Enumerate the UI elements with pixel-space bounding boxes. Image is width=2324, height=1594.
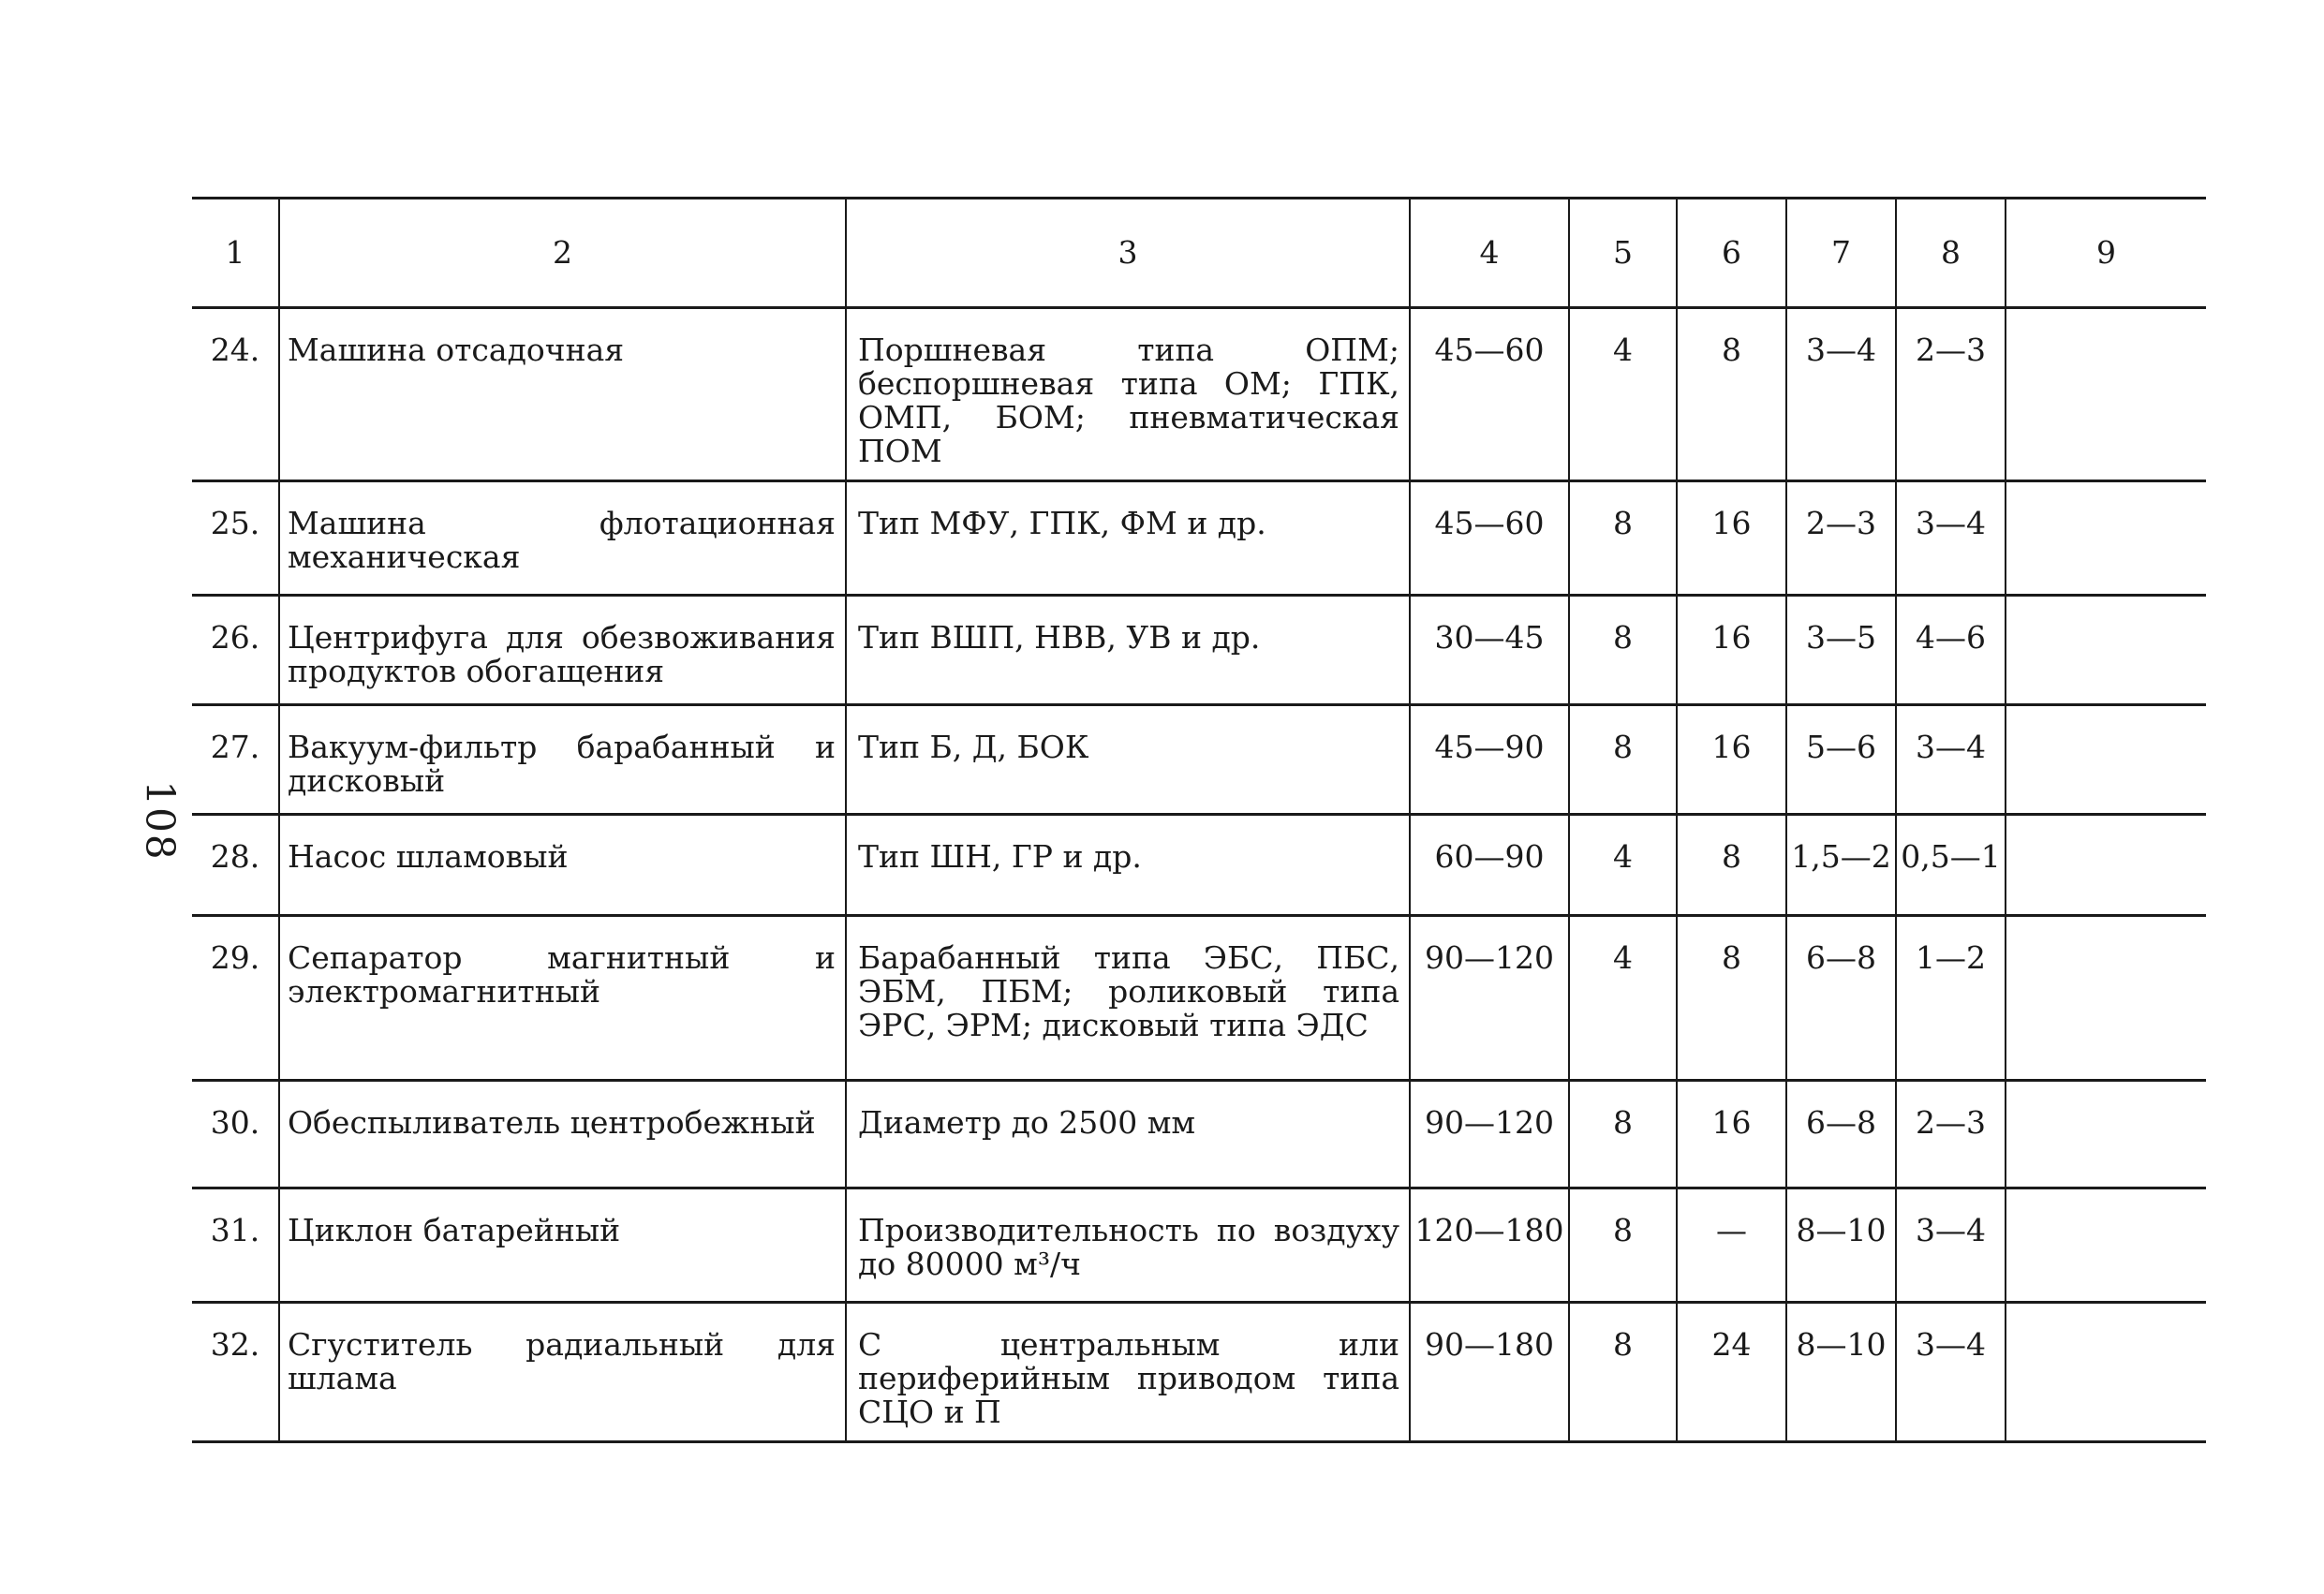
cell-col-4: 45—60 <box>1410 481 1569 596</box>
equipment-name: Насос шламовый <box>279 815 846 916</box>
cell-col-8: 2—3 <box>1896 308 2006 481</box>
cell-col-9 <box>2006 1188 2206 1303</box>
cell-col-5: 8 <box>1569 596 1677 705</box>
header-cell: 7 <box>1786 199 1896 308</box>
cell-col-8: 4—6 <box>1896 596 2006 705</box>
cell-col-5: 8 <box>1569 481 1677 596</box>
cell-col-8: 1—2 <box>1896 916 2006 1081</box>
cell-col-6: 16 <box>1677 481 1786 596</box>
row-number: 32. <box>210 1326 260 1363</box>
row-number: 27. <box>210 729 260 765</box>
cell-col-7: 3—5 <box>1786 596 1896 705</box>
cell-col-4: 90—180 <box>1410 1303 1569 1442</box>
cell-col-4: 90—120 <box>1410 916 1569 1081</box>
cell-col-6: 16 <box>1677 705 1786 815</box>
equipment-name: Вакуум-фильтр барабанный и дисковый <box>279 705 846 815</box>
cell-col-8: 2—3 <box>1896 1081 2006 1188</box>
equipment-type: С центральным или периферийным приводом типа СЦО и П <box>846 1303 1410 1442</box>
equipment-type: Производительность по воздуху до 80000 м³/ч <box>846 1188 1410 1303</box>
equipment-type: Тип ШН, ГР и др. <box>846 815 1410 916</box>
header-cell: 9 <box>2006 199 2206 308</box>
table-row <box>192 481 2206 596</box>
table-row <box>192 1081 2206 1188</box>
row-number: 24. <box>210 332 260 368</box>
cell-col-6: 8 <box>1677 308 1786 481</box>
cell-col-9 <box>2006 1081 2206 1188</box>
cell-col-9 <box>2006 596 2206 705</box>
cell-col-5: 8 <box>1569 1188 1677 1303</box>
cell-col-8: 3—4 <box>1896 1303 2006 1442</box>
cell-col-4: 60—90 <box>1410 815 1569 916</box>
cell-col-5: 4 <box>1569 308 1677 481</box>
equipment-name: Обеспыливатель центробежный <box>279 1081 846 1188</box>
cell-col-4: 120—180 <box>1410 1188 1569 1303</box>
header-cell: 3 <box>846 199 1410 308</box>
cell-col-5: 8 <box>1569 705 1677 815</box>
table-row <box>192 1188 2206 1303</box>
cell-col-7: 1,5—2 <box>1786 815 1896 916</box>
cell-col-7: 5—6 <box>1786 705 1896 815</box>
cell-col-9 <box>2006 308 2206 481</box>
equipment-name: Циклон батарейный <box>279 1188 846 1303</box>
cell-col-7: 6—8 <box>1786 1081 1896 1188</box>
cell-col-8: 3—4 <box>1896 705 2006 815</box>
table-row <box>192 308 2206 481</box>
cell-col-7: 2—3 <box>1786 481 1896 596</box>
cell-col-6: 8 <box>1677 916 1786 1081</box>
equipment-type: Диаметр до 2500 мм <box>846 1081 1410 1188</box>
equipment-type: Барабанный типа ЭБС, ПБС, ЭБМ, ПБМ; роликовый типа ЭРС, ЭРМ; дисковый типа ЭДС <box>846 916 1410 1081</box>
equipment-table <box>192 197 2206 1443</box>
row-number: 26. <box>210 619 260 656</box>
cell-col-4: 45—60 <box>1410 308 1569 481</box>
cell-col-5: 8 <box>1569 1303 1677 1442</box>
table-header-row <box>192 199 2206 308</box>
cell-col-7: 8—10 <box>1786 1188 1896 1303</box>
cell-col-6: 8 <box>1677 815 1786 916</box>
equipment-name: Машина отсадочная <box>279 308 846 481</box>
cell-col-7: 8—10 <box>1786 1303 1896 1442</box>
cell-col-5: 8 <box>1569 1081 1677 1188</box>
equipment-name: Машина флотационная механическая <box>279 481 846 596</box>
cell-col-6: 24 <box>1677 1303 1786 1442</box>
cell-col-8: 3—4 <box>1896 481 2006 596</box>
equipment-type: Тип ВШП, НВВ, УВ и др. <box>846 596 1410 705</box>
header-cell: 5 <box>1569 199 1677 308</box>
equipment-name: Сепаратор магнитный и электромагнитный <box>279 916 846 1081</box>
cell-col-7: 6—8 <box>1786 916 1896 1081</box>
cell-col-9 <box>2006 815 2206 916</box>
row-number: 25. <box>210 505 260 541</box>
cell-col-9 <box>2006 1303 2206 1442</box>
cell-col-6: 16 <box>1677 1081 1786 1188</box>
page-number: 108 <box>137 780 184 862</box>
row-number: 29. <box>210 939 260 976</box>
cell-col-5: 4 <box>1569 815 1677 916</box>
cell-col-4: 30—45 <box>1410 596 1569 705</box>
header-cell: 6 <box>1677 199 1786 308</box>
cell-col-8: 0,5—1 <box>1896 815 2006 916</box>
cell-col-9 <box>2006 916 2206 1081</box>
table-row <box>192 705 2206 815</box>
equipment-name: Центрифуга для обезвоживания продуктов обогащения <box>279 596 846 705</box>
equipment-name: Сгуститель радиальный для шлама <box>279 1303 846 1442</box>
cell-col-5: 4 <box>1569 916 1677 1081</box>
header-cell: 2 <box>279 199 846 308</box>
equipment-type: Тип МФУ, ГПК, ФМ и др. <box>846 481 1410 596</box>
row-number: 30. <box>210 1104 260 1141</box>
header-cell: 8 <box>1896 199 2006 308</box>
cell-col-6: — <box>1677 1188 1786 1303</box>
cell-col-6: 16 <box>1677 596 1786 705</box>
cell-col-4: 90—120 <box>1410 1081 1569 1188</box>
header-cell: 4 <box>1410 199 1569 308</box>
row-number: 31. <box>210 1212 260 1248</box>
equipment-type: Поршневая типа ОПМ; беспоршневая типа ОМ; ГПК, ОМП, БОМ; пневматическая ПОМ <box>846 308 1410 481</box>
cell-col-4: 45—90 <box>1410 705 1569 815</box>
cell-col-9 <box>2006 705 2206 815</box>
header-cell: 1 <box>225 234 245 271</box>
cell-col-8: 3—4 <box>1896 1188 2006 1303</box>
table-row <box>192 916 2206 1081</box>
table-row <box>192 596 2206 705</box>
cell-col-9 <box>2006 481 2206 596</box>
table-row <box>192 815 2206 916</box>
row-number: 28. <box>210 838 260 875</box>
cell-col-7: 3—4 <box>1786 308 1896 481</box>
equipment-type: Тип Б, Д, БОК <box>846 705 1410 815</box>
table-row <box>192 1303 2206 1442</box>
